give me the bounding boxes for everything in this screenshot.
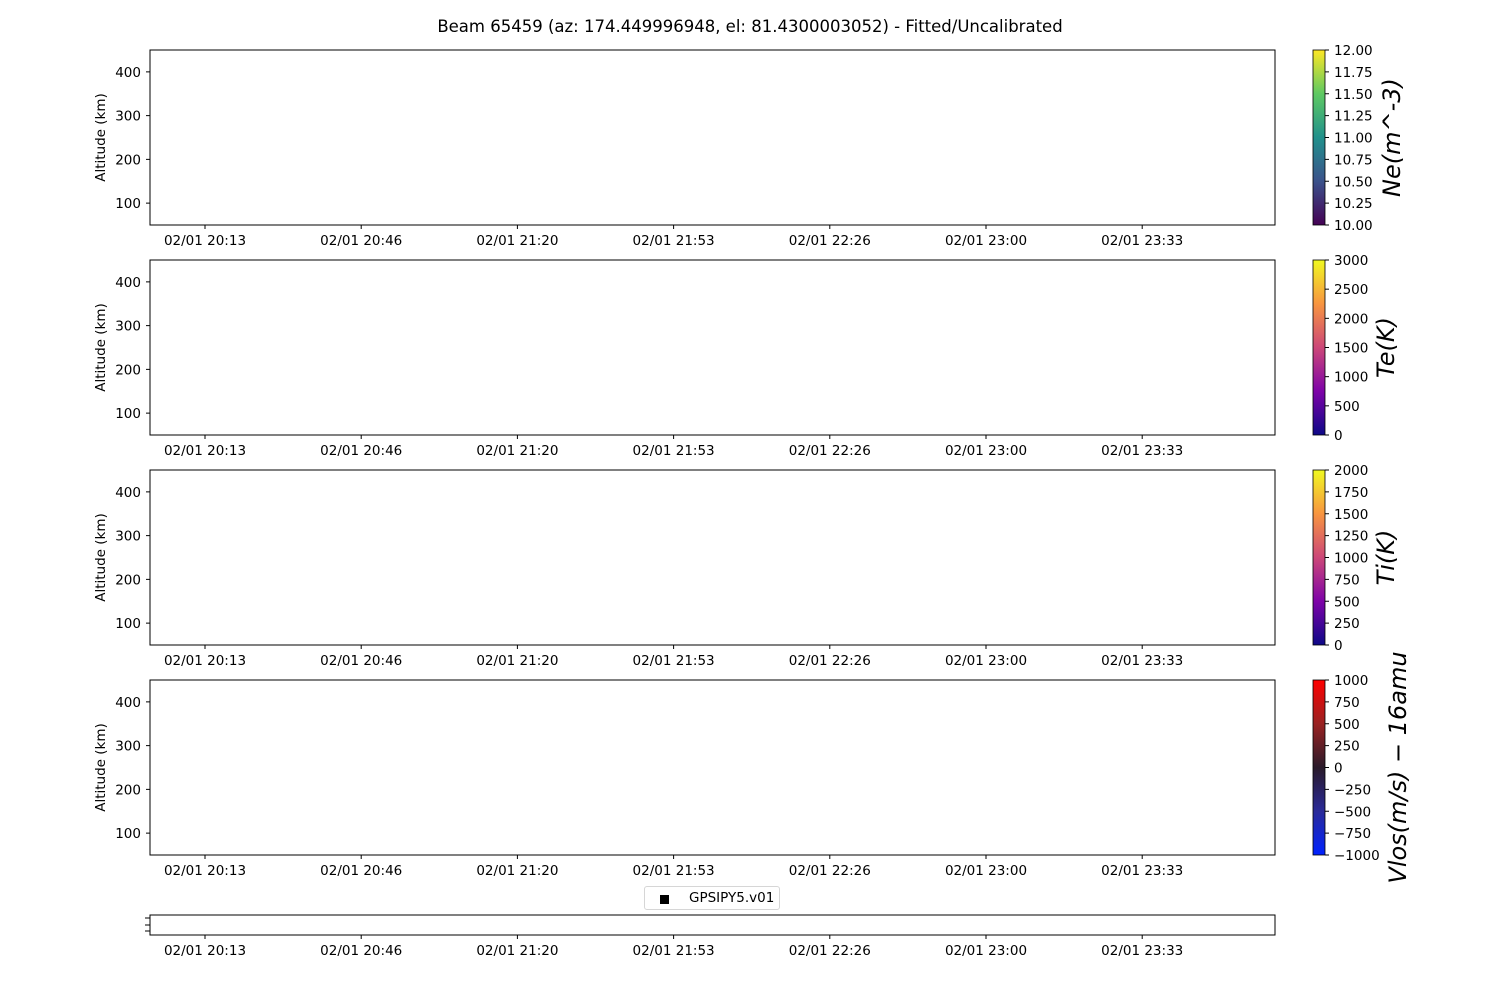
colorbar-tick-label: 1000 [1334, 369, 1369, 386]
colorbar-label: Vlos(m/s) − 16amu [1384, 651, 1412, 884]
panel-xtick-label: 02/01 22:26 [788, 443, 871, 459]
colorbar-tick-label: 500 [1334, 716, 1360, 733]
panel-xtick-label: 02/01 20:46 [320, 653, 403, 669]
panel-xtick-label: 02/01 20:46 [320, 863, 403, 879]
colorbar-tick-label: 0 [1334, 428, 1343, 444]
colorbar-tick-label: 750 [1334, 694, 1360, 711]
panel-xtick-label: 02/01 23:33 [1101, 443, 1184, 459]
panel-xtick-label: 02/01 21:20 [476, 863, 559, 879]
panel-xtick-label: 02/01 21:20 [476, 233, 559, 249]
ytick-label: 400 [115, 64, 141, 81]
plot-area [150, 470, 1275, 645]
ytick-label: 400 [115, 694, 141, 711]
panel-4 [93, 651, 1412, 883]
legend [644, 886, 780, 910]
panel-xtick-label: 02/01 20:13 [163, 653, 247, 669]
ytick-label: 100 [115, 826, 141, 843]
colorbar-label: Ne(m^-3) [1378, 78, 1406, 197]
panel5-xtick-label: 02/01 23:00 [944, 943, 1028, 959]
colorbar-tick-label: 10.50 [1334, 174, 1373, 191]
ytick-label: 300 [115, 738, 141, 755]
ytick-label: 200 [115, 782, 141, 799]
ytick-label: 300 [115, 108, 141, 125]
panel5-xtick-label: 02/01 20:13 [163, 943, 247, 959]
y-axis-label: Altitude (km) [93, 303, 109, 392]
panel-xtick-label: 02/01 22:26 [788, 653, 871, 669]
legend-label: GPSIPY5.v01 [689, 890, 775, 906]
panel-xtick-label: 02/01 22:26 [788, 863, 871, 879]
panel-xtick-label: 02/01 21:53 [632, 653, 715, 669]
panel-xtick-label: 02/01 23:00 [944, 443, 1028, 459]
colorbar-tick-label: 750 [1334, 572, 1360, 589]
plot-area [150, 260, 1275, 435]
colorbar-tick-label: 500 [1334, 594, 1360, 611]
panel-xtick-label: 02/01 21:20 [476, 653, 559, 669]
colorbar-tick-label: −1000 [1334, 848, 1380, 864]
panel-xtick-label: 02/01 20:13 [163, 443, 247, 459]
colorbar-tick-label: 10.75 [1334, 152, 1373, 169]
panel-1 [93, 43, 1406, 249]
colorbar-tick-label: 1250 [1334, 528, 1369, 545]
panel-xtick-label: 02/01 23:33 [1101, 653, 1184, 669]
ytick-label: 200 [115, 362, 141, 379]
panel-xtick-label: 02/01 23:00 [944, 233, 1028, 249]
figure-title: Beam 65459 (az: 174.449996948, el: 81.4300003052) - Fitted/Uncalibrated [437, 17, 1063, 36]
colorbar-tick-label: 2000 [1334, 463, 1369, 479]
ytick-label: 100 [115, 196, 141, 213]
panel-xtick-label: 02/01 21:20 [476, 443, 559, 459]
colorbar-tick-label: 0 [1334, 638, 1343, 654]
panel-xtick-label: 02/01 20:46 [320, 233, 403, 249]
colorbar-tick-label: 2000 [1334, 311, 1369, 328]
colorbar-tick-label: 11.00 [1334, 130, 1373, 147]
y-axis-label: Altitude (km) [93, 513, 109, 602]
colorbar [1313, 680, 1325, 855]
colorbar-tick-label: 1000 [1334, 673, 1369, 689]
colorbar-tick-label: 250 [1334, 616, 1360, 633]
ytick-label: 100 [115, 616, 141, 633]
colorbar-tick-label: −250 [1334, 782, 1372, 799]
panel-xtick-label: 02/01 23:00 [944, 653, 1028, 669]
colorbar-tick-label: 1750 [1334, 484, 1369, 501]
panel5-xtick-label: 02/01 21:20 [476, 943, 559, 959]
colorbar-tick-label: −500 [1334, 804, 1372, 821]
colorbar-tick-label: 11.25 [1334, 108, 1373, 125]
plot-area [150, 915, 1275, 935]
colorbar-label: Ti(K) [1372, 529, 1400, 586]
colorbar-tick-label: 11.75 [1334, 64, 1373, 81]
panel-xtick-label: 02/01 20:13 [163, 233, 247, 249]
colorbar [1313, 470, 1325, 645]
panel5-xtick-label: 02/01 20:46 [320, 943, 403, 959]
plot-area [150, 50, 1275, 225]
colorbar-tick-label: 3000 [1334, 253, 1369, 269]
colorbar-tick-label: 12.00 [1334, 43, 1373, 59]
ytick-label: 100 [115, 406, 141, 423]
ytick-label: 300 [115, 528, 141, 545]
panel-xtick-label: 02/01 23:33 [1101, 233, 1184, 249]
ytick-label: 200 [115, 572, 141, 589]
colorbar [1313, 50, 1325, 225]
panel-xtick-label: 02/01 20:46 [320, 443, 403, 459]
ytick-label: 400 [115, 274, 141, 291]
panel-xtick-label: 02/01 21:53 [632, 233, 715, 249]
panel-2 [93, 253, 1400, 459]
colorbar-tick-label: 10.25 [1334, 196, 1373, 213]
ytick-label: 400 [115, 484, 141, 501]
colorbar-tick-label: 1500 [1334, 340, 1369, 357]
colorbar-tick-label: 10.00 [1334, 218, 1373, 234]
legend-marker-square [660, 895, 669, 904]
panel-xtick-label: 02/01 23:33 [1101, 863, 1184, 879]
plot-area [150, 680, 1275, 855]
colorbar-label: Te(K) [1372, 317, 1400, 378]
panel-xtick-label: 02/01 21:53 [632, 863, 715, 879]
colorbar-tick-label: −750 [1334, 826, 1372, 843]
panel-5 [145, 915, 1275, 959]
colorbar-tick-label: 1500 [1334, 506, 1369, 523]
panel5-xtick-label: 02/01 22:26 [788, 943, 871, 959]
panel-xtick-label: 02/01 22:26 [788, 233, 871, 249]
y-axis-label: Altitude (km) [93, 723, 109, 812]
panel-xtick-label: 02/01 20:13 [163, 863, 247, 879]
colorbar-tick-label: 1000 [1334, 550, 1369, 567]
colorbar-tick-label: 500 [1334, 398, 1360, 415]
panel-3 [93, 463, 1400, 669]
ytick-label: 300 [115, 318, 141, 335]
colorbar-tick-label: 250 [1334, 738, 1360, 755]
colorbar-tick-label: 0 [1334, 760, 1343, 777]
colorbar-tick-label: 2500 [1334, 282, 1369, 299]
panel-xtick-label: 02/01 23:00 [944, 863, 1028, 879]
panel5-xtick-label: 02/01 21:53 [632, 943, 715, 959]
panel-xtick-label: 02/01 21:53 [632, 443, 715, 459]
ytick-label: 200 [115, 152, 141, 169]
colorbar-tick-label: 11.50 [1334, 86, 1373, 103]
y-axis-label: Altitude (km) [93, 93, 109, 182]
panel5-xtick-label: 02/01 23:33 [1101, 943, 1184, 959]
colorbar [1313, 260, 1325, 435]
